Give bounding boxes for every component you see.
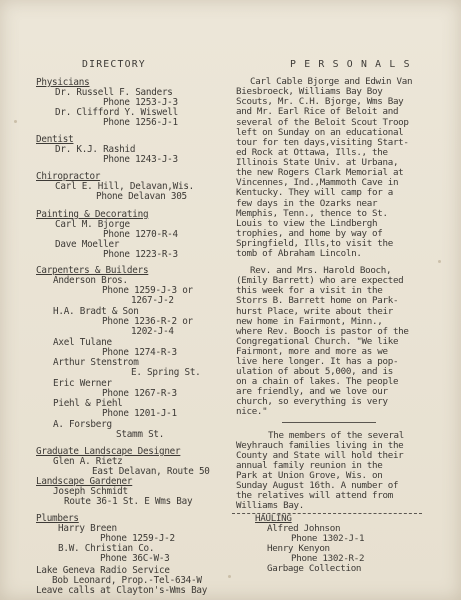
personals-line: Congregational Church. "We like bbox=[236, 336, 399, 347]
directory-line: Phone 1236-R-2 or bbox=[102, 316, 193, 327]
plumbers-title: Plumbers bbox=[36, 513, 79, 524]
personals-line: Memphis, Tenn., thence to St. bbox=[236, 208, 388, 219]
directory-line: E. Spring St. bbox=[131, 367, 201, 378]
paper-fleck bbox=[228, 575, 231, 578]
personals-line: are friendly, and we love our bbox=[236, 386, 388, 397]
personals-line: Biesbroeck, Williams Bay Boy bbox=[236, 86, 383, 97]
personals-line: ed Rock at Ottawa, Ills., the bbox=[236, 147, 388, 158]
landscape-designer-title: Graduate Landscape Designer bbox=[36, 446, 181, 457]
directory-line: Phone 1267-R-3 bbox=[102, 388, 177, 399]
directory-line: Phone Delavan 305 bbox=[96, 191, 187, 202]
hauling-line: Phone 1302-J-1 bbox=[291, 533, 365, 544]
personals-line: The members of the several bbox=[268, 430, 405, 441]
personals-line: new home in Fairmont, Minn., bbox=[236, 316, 383, 327]
hauling-line: Garbage Collection bbox=[267, 563, 362, 574]
hauling-line: Phone 1302-R-2 bbox=[291, 553, 365, 564]
personals-line: hurst Place, write about their bbox=[236, 306, 393, 317]
directory-line: Carl E. Hill, Delavan,Wis. bbox=[55, 181, 195, 192]
directory-line: Bob Leonard, Prop.-Tel-634-W bbox=[52, 575, 202, 586]
personals-line: Williams Bay. bbox=[236, 500, 305, 511]
chiropractor-title: Chiropractor bbox=[36, 171, 101, 182]
personals-line: Park at Union Grove, Wis. on bbox=[236, 470, 383, 481]
personals-line: trophies, and home by way of bbox=[236, 228, 383, 239]
personals-line: Vincennes, Ind.,Mammoth Cave in bbox=[236, 177, 399, 188]
paper-fleck bbox=[438, 260, 441, 263]
directory-line: Eric Werner bbox=[53, 378, 112, 389]
directory-line: Dr. K.J. Rashid bbox=[55, 144, 136, 155]
personals-line: Sunday August 16th. A number of bbox=[236, 480, 399, 491]
directory-line: Phone 1223-R-3 bbox=[103, 249, 178, 260]
directory-line: Phone 1201-J-1 bbox=[102, 408, 177, 419]
personals-line: nice." bbox=[236, 406, 268, 417]
directory-line: H.A. Bradt & Son bbox=[53, 306, 139, 317]
personals-heading: P E R S O N A L S bbox=[290, 59, 411, 70]
personals-line: Carl Cable Bjorge and Edwin Van bbox=[250, 76, 413, 87]
directory-line: Anderson Bros. bbox=[53, 275, 128, 286]
directory-line: B.W. Christian Co. bbox=[58, 543, 155, 554]
directory-line: Axel Tulane bbox=[53, 337, 112, 348]
directory-line: Glen A. Rietz bbox=[53, 456, 123, 467]
directory-heading: DIRECTORY bbox=[82, 59, 146, 70]
directory-line: Piehl & Piehl bbox=[53, 398, 123, 409]
dentist-title: Dentist bbox=[36, 134, 74, 145]
personals-line: ulation of about 5,000, and is bbox=[236, 366, 393, 377]
directory-line: A. Forsberg bbox=[53, 419, 112, 430]
directory-line: Phone 1259-J-3 or bbox=[102, 285, 193, 296]
directory-line: Phone 1253-J-3 bbox=[103, 97, 178, 108]
directory-line: Phone 1243-J-3 bbox=[103, 154, 178, 165]
personals-line: tour for ten days,visiting Start- bbox=[236, 137, 409, 148]
physicians-title: Physicians bbox=[36, 77, 90, 88]
directory-line: Leave calls at Clayton's-Wms Bay bbox=[36, 585, 208, 596]
personals-line: Rev. and Mrs. Harold Booch, bbox=[250, 265, 392, 276]
personals-line: Kentucky. They will camp for a bbox=[236, 187, 393, 198]
hauling-line: Henry Kenyon bbox=[267, 543, 330, 554]
hauling-title: HAULING bbox=[255, 513, 292, 524]
painting-title: Painting & Decorating bbox=[36, 209, 149, 220]
personals-line: left on Sunday on an educational bbox=[236, 127, 404, 138]
personals-line: Weyhrauch families living in the bbox=[236, 440, 404, 451]
directory-line: Phone 1270-R-4 bbox=[103, 229, 178, 240]
personals-line: this week for a visit in the bbox=[236, 285, 383, 296]
personals-line: the new Rogers Clark Memorial at bbox=[236, 167, 404, 178]
personals-line: (Emily Barrett) who are expected bbox=[236, 275, 404, 286]
personals-line: few days in the Ozarks near bbox=[236, 198, 378, 209]
directory-line: 1202-J-4 bbox=[131, 326, 174, 337]
directory-line: East Delavan, Route 50 bbox=[92, 466, 210, 477]
directory-line: Phone 1256-J-1 bbox=[103, 117, 178, 128]
personals-line: several of the Beloit Scout Troop bbox=[236, 117, 409, 128]
directory-line: Arthur Stenstrom bbox=[53, 357, 139, 368]
personals-line: and Mr. Earl Rice of Beloit and bbox=[236, 106, 399, 117]
personals-line: Louis to view the Lindbergh bbox=[236, 218, 378, 229]
directory-line: Dave Moeller bbox=[55, 239, 120, 250]
personals-line: Storrs B. Barrett home on Park- bbox=[236, 295, 399, 306]
directory-line: Carl M. Bjorge bbox=[55, 219, 130, 230]
personals-line: County and State will hold their bbox=[236, 450, 404, 461]
directory-line: 1267-J-2 bbox=[131, 295, 174, 306]
paper-fleck bbox=[14, 120, 17, 123]
directory-line: Route 36-1 St. E Wms Bay bbox=[64, 496, 193, 507]
personals-line: annual family reunion in the bbox=[236, 460, 383, 471]
hauling-line: Alfred Johnson bbox=[267, 523, 341, 534]
directory-line: Joseph Schmidt bbox=[53, 486, 128, 497]
personals-line: on a chain of lakes. The people bbox=[236, 376, 399, 387]
personals-line: Illinois State Univ. at Urbana, bbox=[236, 157, 399, 168]
directory-line: Phone 1274-R-3 bbox=[102, 347, 177, 358]
directory-line: Phone 1259-J-2 bbox=[100, 533, 175, 544]
separator-rule bbox=[282, 422, 376, 423]
personals-line: Fairmont, more and more as we bbox=[236, 346, 388, 357]
directory-line: Stamm St. bbox=[116, 429, 165, 440]
personals-line: church, so everything is very bbox=[236, 396, 388, 407]
directory-line: Lake Geneva Radio Service bbox=[36, 565, 170, 576]
directory-line: Phone 36C-W-3 bbox=[100, 553, 170, 564]
directory-line: Dr. Clifford Y. Wiswell bbox=[55, 107, 178, 118]
directory-line: Dr. Russell F. Sanders bbox=[55, 87, 173, 98]
personals-line: where Rev. Booch is pastor of the bbox=[236, 326, 409, 337]
personals-line: Scouts, Mr. C.H. Bjorge, Wms Bay bbox=[236, 96, 404, 107]
carpenters-title: Carpenters & Builders bbox=[36, 265, 149, 276]
personals-line: the relatives will attend from bbox=[236, 490, 393, 501]
personals-line: live here longer. It has a pop- bbox=[236, 356, 399, 367]
landscape-gardener-title: Landscape Gardener bbox=[36, 476, 133, 487]
personals-line: Springfield, Ills,to visit the bbox=[236, 238, 393, 249]
personals-line: tomb of Abraham Lincoln. bbox=[236, 248, 362, 259]
directory-line: Harry Breen bbox=[58, 523, 117, 534]
